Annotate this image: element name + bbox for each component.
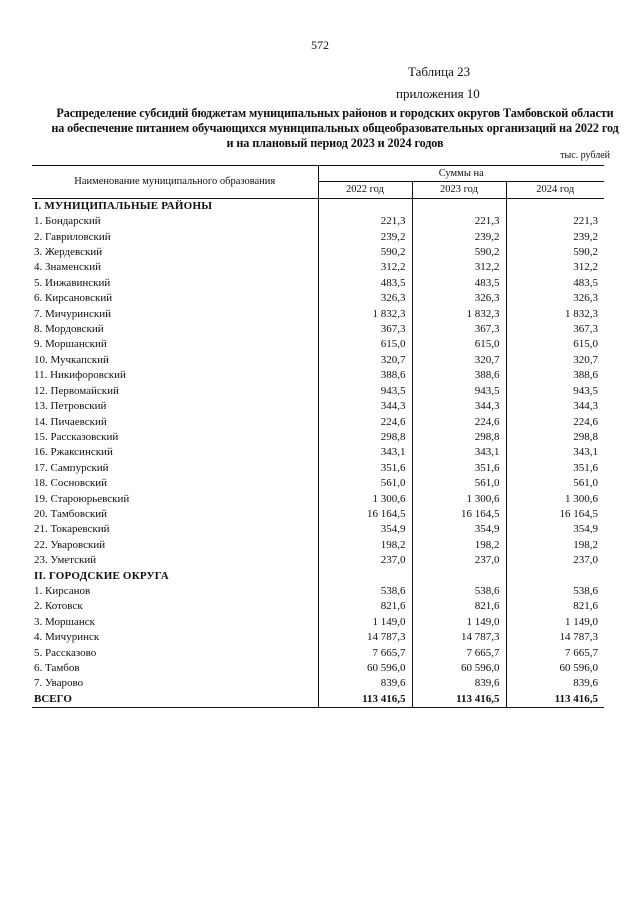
row-value-2024: 367,3 <box>506 322 604 337</box>
row-value-2022: 224,6 <box>318 415 412 430</box>
table-row <box>32 445 604 460</box>
table-row <box>32 430 604 445</box>
row-value-2023: 7 665,7 <box>412 646 506 661</box>
row-name: 6. Тамбов <box>34 662 80 674</box>
row-value-2022: 1 300,6 <box>318 492 412 507</box>
row-value-2022: 344,3 <box>318 399 412 414</box>
row-name: 10. Мучкапский <box>34 353 109 366</box>
row-name: 7. Уварово <box>34 677 84 690</box>
row-value-2022: 343,1 <box>318 445 412 460</box>
row-value-2022: 298,8 <box>318 430 412 445</box>
row-value-2022: 388,6 <box>318 368 412 383</box>
table-row <box>32 353 604 368</box>
table-row <box>32 245 604 260</box>
table-row <box>32 507 604 522</box>
table-row <box>32 368 604 383</box>
row-value-2022: 14 787,3 <box>318 630 412 645</box>
row-value-2023: 113 416,5 <box>412 692 506 708</box>
header-sums-on: Суммы на <box>318 166 604 182</box>
row-value-2022: 239,2 <box>318 230 412 245</box>
table-row <box>32 615 604 630</box>
table-label: Таблица 23 <box>408 64 471 79</box>
row-value-2024: 320,7 <box>506 353 604 368</box>
row-name: 9. Моршанский <box>34 338 107 351</box>
row-value-2022: 1 832,3 <box>318 307 412 322</box>
row-value-2023: 326,3 <box>412 291 506 306</box>
row-value-2023: 351,6 <box>412 461 506 476</box>
table-row <box>32 538 604 553</box>
row-value-2022: 943,5 <box>318 384 412 399</box>
table-row <box>32 492 604 507</box>
page-number: 572 <box>311 38 329 52</box>
table-row <box>32 214 604 229</box>
row-value-2022: 561,0 <box>318 476 412 491</box>
table-row <box>32 322 604 337</box>
row-value-2024: 388,6 <box>506 368 604 383</box>
row-value-2024: 1 300,6 <box>506 492 604 507</box>
row-value-2023: 354,9 <box>412 522 506 537</box>
row-value-2024: 198,2 <box>506 538 604 553</box>
table-row <box>32 307 604 322</box>
row-value-2023: 1 149,0 <box>412 615 506 630</box>
row-name: 2. Котовск <box>34 600 83 613</box>
row-name: 18. Сосновский <box>34 477 108 490</box>
row-name: 6. Кирсановский <box>34 292 113 305</box>
table-row <box>32 384 604 399</box>
row-name: 22. Уваровский <box>34 538 106 551</box>
row-value-2023: 1 300,6 <box>412 492 506 507</box>
row-value-2023: 538,6 <box>412 584 506 599</box>
row-name: 5. Рассказово <box>34 646 97 659</box>
table-row <box>32 399 604 414</box>
row-value-2022: 354,9 <box>318 522 412 537</box>
table-row <box>32 337 604 352</box>
row-value-2023: 298,8 <box>412 430 506 445</box>
row-name: 19. Староюрьевский <box>34 492 130 505</box>
row-value-2024: 60 596,0 <box>506 661 604 676</box>
table-row <box>32 599 604 614</box>
row-value-2024: 224,6 <box>506 415 604 430</box>
row-value-2024: 237,0 <box>506 553 604 568</box>
row-value-2022: 483,5 <box>318 276 412 291</box>
row-name: 21. Токаревский <box>34 523 110 536</box>
row-value-2022: 590,2 <box>318 245 412 260</box>
row-value-2023: 221,3 <box>412 214 506 229</box>
table-row <box>32 676 604 691</box>
row-value-2023: 224,6 <box>412 415 506 430</box>
header-year-2024: 2024 год <box>506 182 604 198</box>
row-value-2023: 16 164,5 <box>412 507 506 522</box>
row-value-2024: 821,6 <box>506 599 604 614</box>
row-value-2023: 344,3 <box>412 399 506 414</box>
row-name: 1. Кирсанов <box>34 584 91 597</box>
row-name: 4. Мичуринск <box>34 631 100 644</box>
row-value-2022: 351,6 <box>318 461 412 476</box>
row-value-2023: 943,5 <box>412 384 506 399</box>
row-value-2024: 354,9 <box>506 522 604 537</box>
row-value-2024: 298,8 <box>506 430 604 445</box>
row-name: 17. Сампурский <box>34 461 109 474</box>
row-name: 2. Гавриловский <box>34 230 111 243</box>
row-value-2022: 198,2 <box>318 538 412 553</box>
row-value-2022: 326,3 <box>318 291 412 306</box>
row-value-2022: 367,3 <box>318 322 412 337</box>
row-value-2023: 312,2 <box>412 260 506 275</box>
row-value-2023: 198,2 <box>412 538 506 553</box>
subsidy-table <box>32 165 604 708</box>
row-value-2022: 16 164,5 <box>318 507 412 522</box>
table-row <box>32 692 604 708</box>
row-value-2022: 221,3 <box>318 214 412 229</box>
row-value-2024: 351,6 <box>506 461 604 476</box>
row-value-2022: 7 665,7 <box>318 646 412 661</box>
table-row <box>32 522 604 537</box>
row-name: 7. Мичуринский <box>34 307 111 320</box>
row-value-2022: 538,6 <box>318 584 412 599</box>
row-name: 23. Уметский <box>34 554 97 567</box>
row-value-2023: 14 787,3 <box>412 630 506 645</box>
row-value-2024: 312,2 <box>506 260 604 275</box>
row-value-2022: 821,6 <box>318 599 412 614</box>
header-year-2023: 2023 год <box>412 182 506 198</box>
row-value-2024: 221,3 <box>506 214 604 229</box>
header-name-column: Наименование муниципального образования <box>32 166 318 199</box>
table-row <box>32 661 604 676</box>
section-row-cities <box>32 569 604 584</box>
row-name: 1. Бондарский <box>34 215 101 228</box>
row-value-2022: 237,0 <box>318 553 412 568</box>
row-value-2022: 839,6 <box>318 676 412 691</box>
row-value-2023: 615,0 <box>412 337 506 352</box>
units-label: тыс. рублей <box>560 150 610 161</box>
row-value-2024: 113 416,5 <box>506 692 604 708</box>
row-value-2024: 344,3 <box>506 399 604 414</box>
row-value-2024: 239,2 <box>506 230 604 245</box>
row-value-2023: 367,3 <box>412 322 506 337</box>
row-value-2023: 388,6 <box>412 368 506 383</box>
row-value-2024: 615,0 <box>506 337 604 352</box>
row-value-2022: 312,2 <box>318 260 412 275</box>
row-value-2022: 113 416,5 <box>318 692 412 708</box>
row-value-2022: 1 149,0 <box>318 615 412 630</box>
table-row <box>32 476 604 491</box>
row-name: 16. Ржаксинский <box>34 446 113 459</box>
row-value-2022: 320,7 <box>318 353 412 368</box>
row-name: 4. Знаменский <box>34 261 102 274</box>
row-name: 12. Первомайский <box>34 384 119 397</box>
row-name: 3. Жердевский <box>34 246 103 259</box>
row-name: 15. Рассказовский <box>34 430 119 443</box>
table-row <box>32 646 604 661</box>
row-name: 5. Инжавинский <box>34 276 111 289</box>
header-year-2022: 2022 год <box>318 182 412 198</box>
table-row <box>32 260 604 275</box>
row-value-2023: 839,6 <box>412 676 506 691</box>
row-value-2023: 237,0 <box>412 553 506 568</box>
table-row <box>32 553 604 568</box>
table-row <box>32 230 604 245</box>
table-row <box>32 630 604 645</box>
appendix-label: приложения 10 <box>396 86 480 101</box>
row-name: 13. Петровский <box>34 400 107 413</box>
row-name: 8. Мордовский <box>34 323 104 336</box>
row-value-2024: 943,5 <box>506 384 604 399</box>
row-value-2023: 590,2 <box>412 245 506 260</box>
row-value-2023: 320,7 <box>412 353 506 368</box>
row-value-2022: 60 596,0 <box>318 661 412 676</box>
row-value-2023: 821,6 <box>412 599 506 614</box>
table-row <box>32 276 604 291</box>
row-value-2024: 561,0 <box>506 476 604 491</box>
row-value-2023: 60 596,0 <box>412 661 506 676</box>
row-value-2024: 538,6 <box>506 584 604 599</box>
row-value-2024: 839,6 <box>506 676 604 691</box>
row-value-2022: 615,0 <box>318 337 412 352</box>
row-value-2023: 1 832,3 <box>412 307 506 322</box>
document-title: Распределение субсидий бюджетам муниципальных районов и городских округов Тамбовской области на обеспечение питанием обучающихся муниципальных общеобразовательных организаций на 2022 год и на плановый период 2023 и 2024 годов <box>51 106 619 150</box>
table-row <box>32 291 604 306</box>
section-title-districts: I. МУНИЦИПАЛЬНЫЕ РАЙОНЫ <box>34 199 213 212</box>
table-row <box>32 584 604 599</box>
row-name: ВСЕГО <box>32 692 318 708</box>
row-value-2024: 483,5 <box>506 276 604 291</box>
table-row <box>32 461 604 476</box>
section-row-districts <box>32 198 604 214</box>
section-title-cities: II. ГОРОДСКИЕ ОКРУГА <box>34 569 169 582</box>
row-value-2024: 326,3 <box>506 291 604 306</box>
row-value-2023: 343,1 <box>412 445 506 460</box>
row-value-2024: 343,1 <box>506 445 604 460</box>
row-name: 11. Никифоровский <box>34 369 126 382</box>
row-value-2024: 590,2 <box>506 245 604 260</box>
row-value-2024: 16 164,5 <box>506 507 604 522</box>
table-row <box>32 415 604 430</box>
row-value-2024: 7 665,7 <box>506 646 604 661</box>
row-value-2023: 483,5 <box>412 276 506 291</box>
row-name: 3. Моршанск <box>34 615 95 628</box>
row-value-2024: 1 832,3 <box>506 307 604 322</box>
row-value-2024: 14 787,3 <box>506 630 604 645</box>
row-value-2024: 1 149,0 <box>506 615 604 630</box>
row-name: 14. Пичаевский <box>34 415 107 428</box>
row-value-2023: 239,2 <box>412 230 506 245</box>
row-name: 20. Тамбовский <box>34 507 108 520</box>
row-value-2023: 561,0 <box>412 476 506 491</box>
